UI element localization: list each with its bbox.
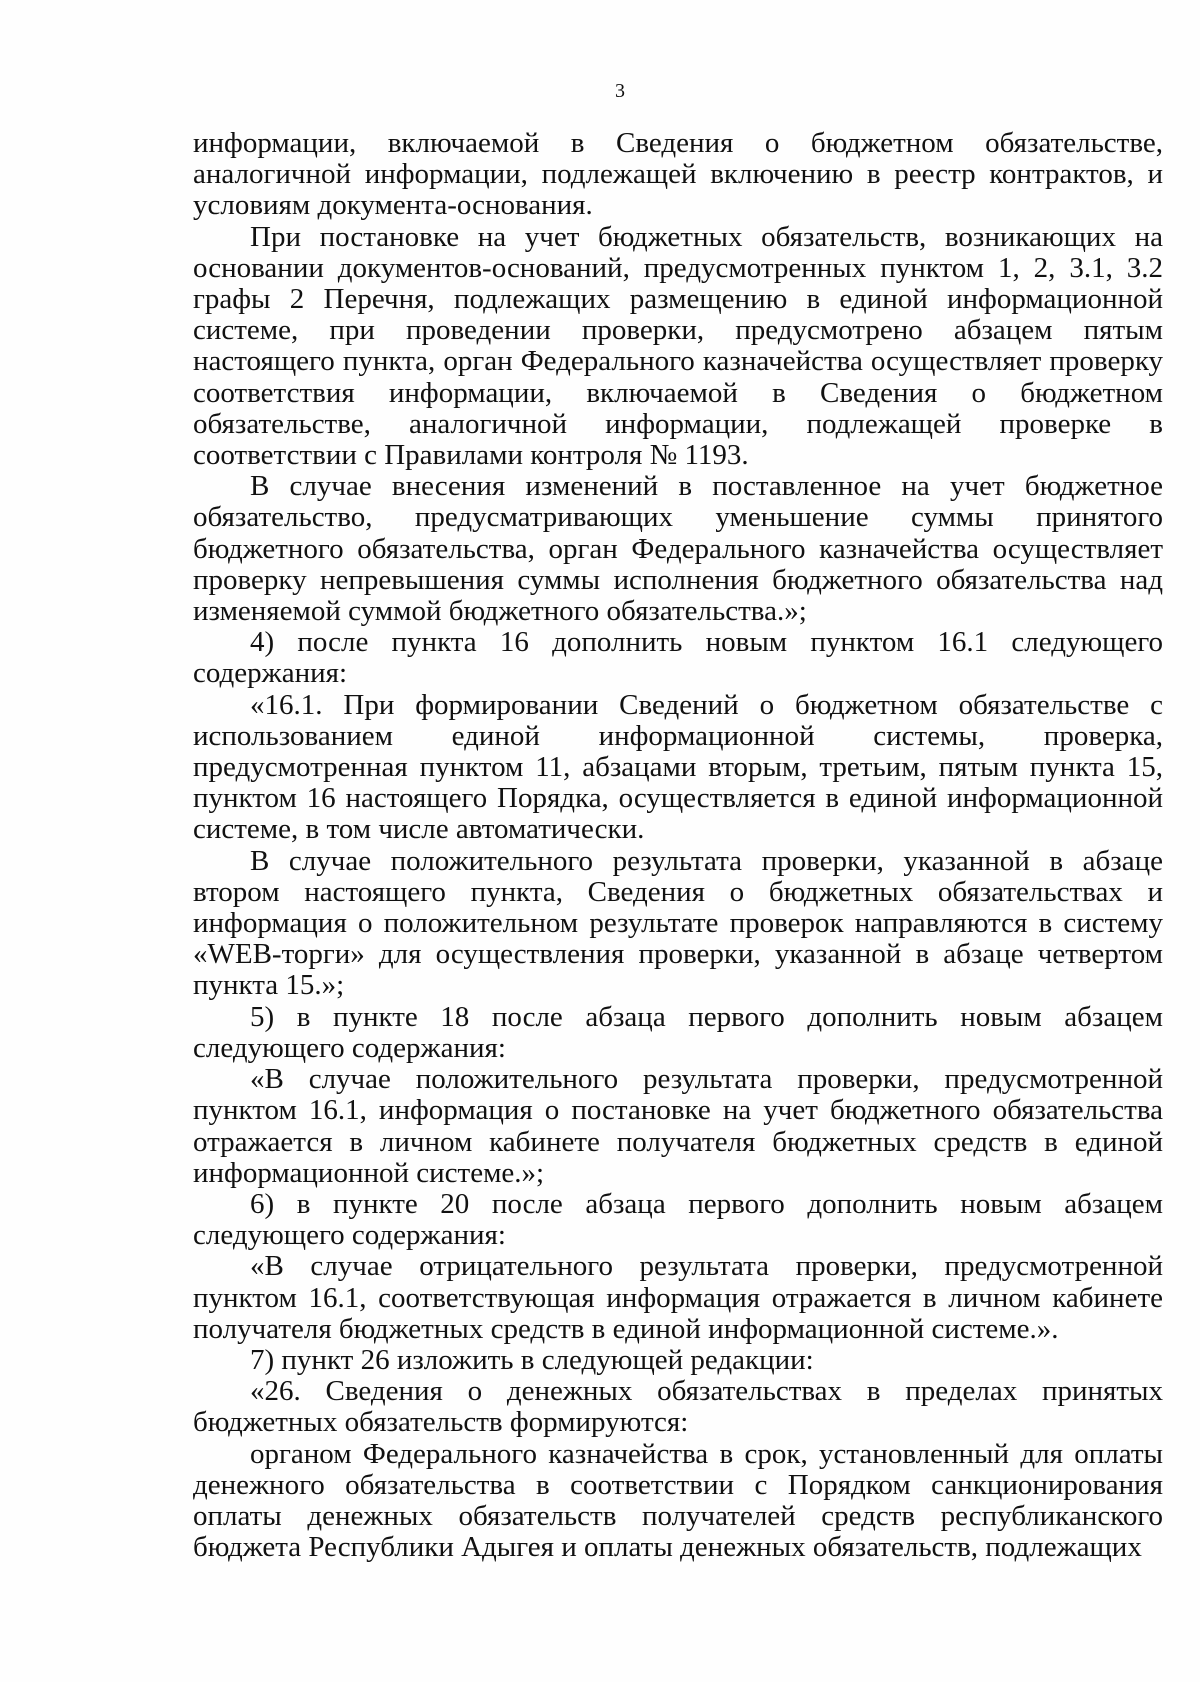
paragraph: 5) в пункте 18 после абзаца первого дополнить новым абзацем следующего содержания: [193,1000,1163,1064]
paragraph: 7) пункт 26 изложить в следующей редакции: [250,1343,814,1376]
paragraph: информации, включаемой в Сведения о бюджетном обязательстве, аналогичной информации, подлежащей включению в реестр контрактов, и условиям документа-основания. [193,127,1163,222]
paragraph: органом Федерального казначейства в срок, установленный для оплаты денежного обязательства в соответствии с Порядком санкционирования оплаты денежных обязательств получателей средств республиканского бюджета Республики Адыгея и оплаты денежных обязательств, подлежащих [193,1437,1163,1564]
paragraph: «В случае положительного результата проверки, предусмотренной пунктом 16.1, информация о постановке на учет бюджетного обязательства отражается в личном кабинете получателя бюджетных средств в единой информационной системе.»; [193,1063,1163,1189]
paragraph: «В случае отрицательного результата проверки, предусмотренной пунктом 16.1, соответствующая информация отражается в личном кабинете получателя бюджетных средств в единой информационной системе.». [193,1250,1163,1345]
paragraph: «16.1. При формировании Сведений о бюджетном обязательстве с использованием единой информационной системы, проверка, предусмотренная пунктом 11, абзацами вторым, третьим, пятым пункта 15, пунктом 16 настоящего Порядка, осуществляется в единой информационной системе, в том числе автоматически. [193,688,1163,846]
paragraph: При постановке на учет бюджетных обязательств, возникающих на основании документов-оснований, предусмотренных пунктом 1, 2, 3.1, 3.2 графы 2 Перечня, подлежащих размещению в единой информационной системе, при проведении проверки, предусмотрено абзацем пятым настоящего пункта, орган Федерального казначейства осуществляет проверку соответствия информации, включаемой в Сведения о бюджетном обязательстве, аналогичной информации, подлежащей проверке в соответствии с Правилами контроля № 1193. [193,220,1163,472]
paragraph: В случае внесения изменений в поставленное на учет бюджетное обязательство, предусматривающих уменьшение суммы принятого бюджетного обязательства, орган Федерального казначейства осуществляет проверку непревышения суммы исполнения бюджетного обязательства над изменяемой суммой бюджетного обязательства.»; [193,470,1163,628]
page-number: 3 [615,80,625,102]
paragraph: «26. Сведения о денежных обязательствах в пределах принятых бюджетных обязательств формируются: [193,1375,1163,1439]
paragraph: 6) в пункте 20 после абзаца первого дополнить новым абзацем следующего содержания: [193,1187,1163,1252]
paragraph: В случае положительного результата проверки, указанной в абзаце втором настоящего пункта, Сведения о бюджетных обязательствах и информация о положительном результате проверок направляются в систему «WEB-торги» для осуществления проверки, указанной в абзаце четвертом пункта 15.»; [193,844,1163,1002]
paragraph: 4) после пункта 16 дополнить новым пунктом 16.1 следующего содержания: [193,626,1163,690]
document-body [193,128,1163,1563]
